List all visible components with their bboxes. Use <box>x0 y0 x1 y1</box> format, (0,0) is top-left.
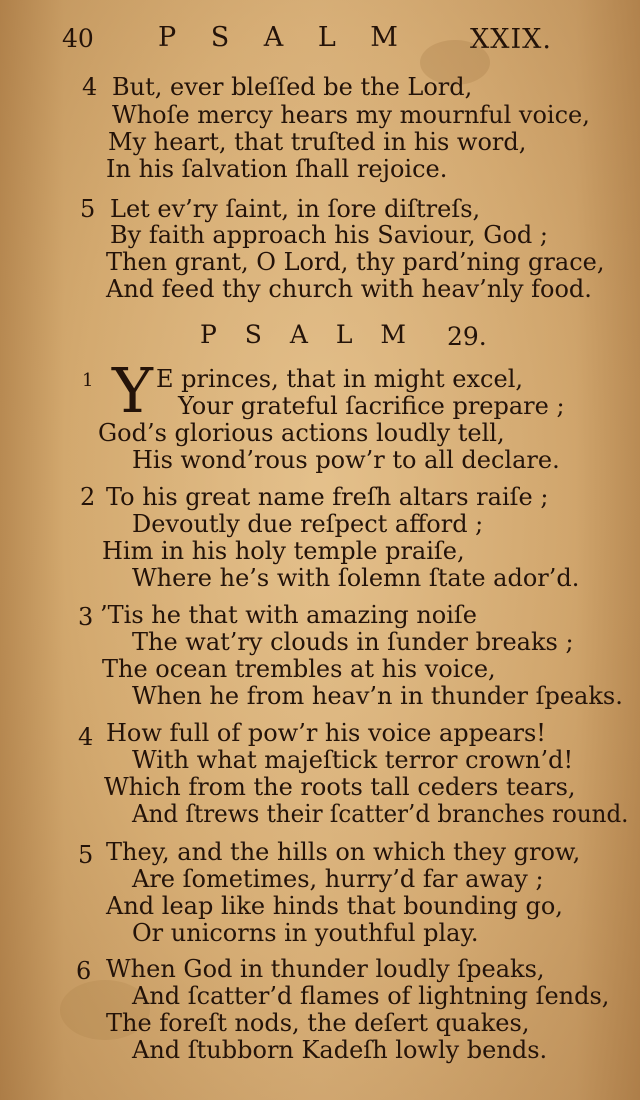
stanza-number: 1 <box>82 370 94 391</box>
running-head-letter: P <box>158 22 177 53</box>
verse-line: Him in his holy temple praiſe, <box>102 537 465 565</box>
psalm-title-letter: A <box>289 320 308 349</box>
verse-line: Or unicorns in youthful play. <box>132 919 479 947</box>
verse-line: In his ſalvation ſhall rejoice. <box>106 155 448 183</box>
psalm-numeral: XXIX. <box>470 24 552 55</box>
running-head-letter: L <box>317 22 336 53</box>
psalm-title <box>0 320 640 360</box>
stanza-number: 6 <box>76 957 92 985</box>
verse-line: E princes, that in might excel, <box>156 365 523 393</box>
psalm-title-letter: P <box>200 320 217 349</box>
verse-line: And ſtubborn Kadeſh lowly bends. <box>132 1036 548 1064</box>
verse-line: His wond’rous pow’r to all declare. <box>132 446 560 474</box>
verse-line: God’s glorious actions loudly tell, <box>98 419 505 447</box>
running-head-letter: A <box>263 22 284 53</box>
verse-line: When he from heav’n in thunder ſpeaks. <box>132 682 623 710</box>
psalm-title-letter: L <box>335 320 353 349</box>
verse-line: With what majeſtick terror crown’d! <box>132 746 574 774</box>
psalm-title-word <box>200 320 406 349</box>
psalm-title-number: 29. <box>447 322 487 351</box>
running-head <box>158 22 398 53</box>
verse-line: To his great name freſh altars raiſe ; <box>106 483 549 511</box>
verse-line: When God in thunder loudly ſpeaks, <box>106 955 545 983</box>
verse-line: But, ever bleſſed be the Lord, <box>112 73 473 101</box>
verse-line: The wat’ry clouds in ſunder breaks ; <box>132 628 574 656</box>
drop-cap: Y <box>112 354 153 427</box>
stanza-number: 3 <box>78 603 94 631</box>
verse-line: By faith approach his Saviour, God ; <box>110 221 548 249</box>
page-number: 40 <box>62 24 94 53</box>
verse-line: They, and the hills on which they grow, <box>106 838 581 866</box>
verse-line: Let ev’ry ſaint, in ſore diſtreſs, <box>110 195 481 223</box>
psalm-title-letter: S <box>244 320 262 349</box>
page-header <box>0 20 640 60</box>
stanza-number: 2 <box>80 483 96 511</box>
verse-line: Whoſe mercy hears my mournful voice, <box>112 101 590 129</box>
verse-line: Are ſometimes, hurry’d far away ; <box>132 865 544 893</box>
verse-line: My heart, that truſted in his word, <box>108 128 527 156</box>
stanza-number: 4 <box>78 723 94 751</box>
verse-line: How full of pow’r his voice appears! <box>106 719 546 747</box>
verse-line: Which from the roots tall ceders tears, <box>104 773 576 801</box>
verse-line: Then grant, O Lord, thy pard’ning grace, <box>106 248 605 276</box>
psalm-title-letter: M <box>380 320 406 349</box>
verse-line: And ſcatter’d flames of lightning ſends, <box>132 982 610 1010</box>
verse-line: Where he’s with ſolemn ſtate ador’d. <box>132 564 580 592</box>
verse-line: Devoutly due reſpect afford ; <box>132 510 484 538</box>
running-head-letter: S <box>210 22 230 53</box>
verse-line: And ſtrews their ſcatter’d branches round. <box>132 800 629 828</box>
verse-line: ’Tis he that with amazing noiſe <box>100 601 477 629</box>
verse-line: The foreſt nods, the deſert quakes, <box>106 1009 530 1037</box>
stanza-number: 5 <box>78 841 94 869</box>
running-head-letter: M <box>370 22 398 53</box>
verse-line: The ocean trembles at his voice, <box>102 655 496 683</box>
verse-line: Your grateful ſacrifice prepare ; <box>178 392 565 420</box>
verse-line: And feed thy church with heav’nly food. <box>106 275 592 303</box>
stanza-number: 5 <box>80 195 96 223</box>
verse-line: And leap like hinds that bounding go, <box>106 892 563 920</box>
stanza-number: 4 <box>82 73 98 101</box>
